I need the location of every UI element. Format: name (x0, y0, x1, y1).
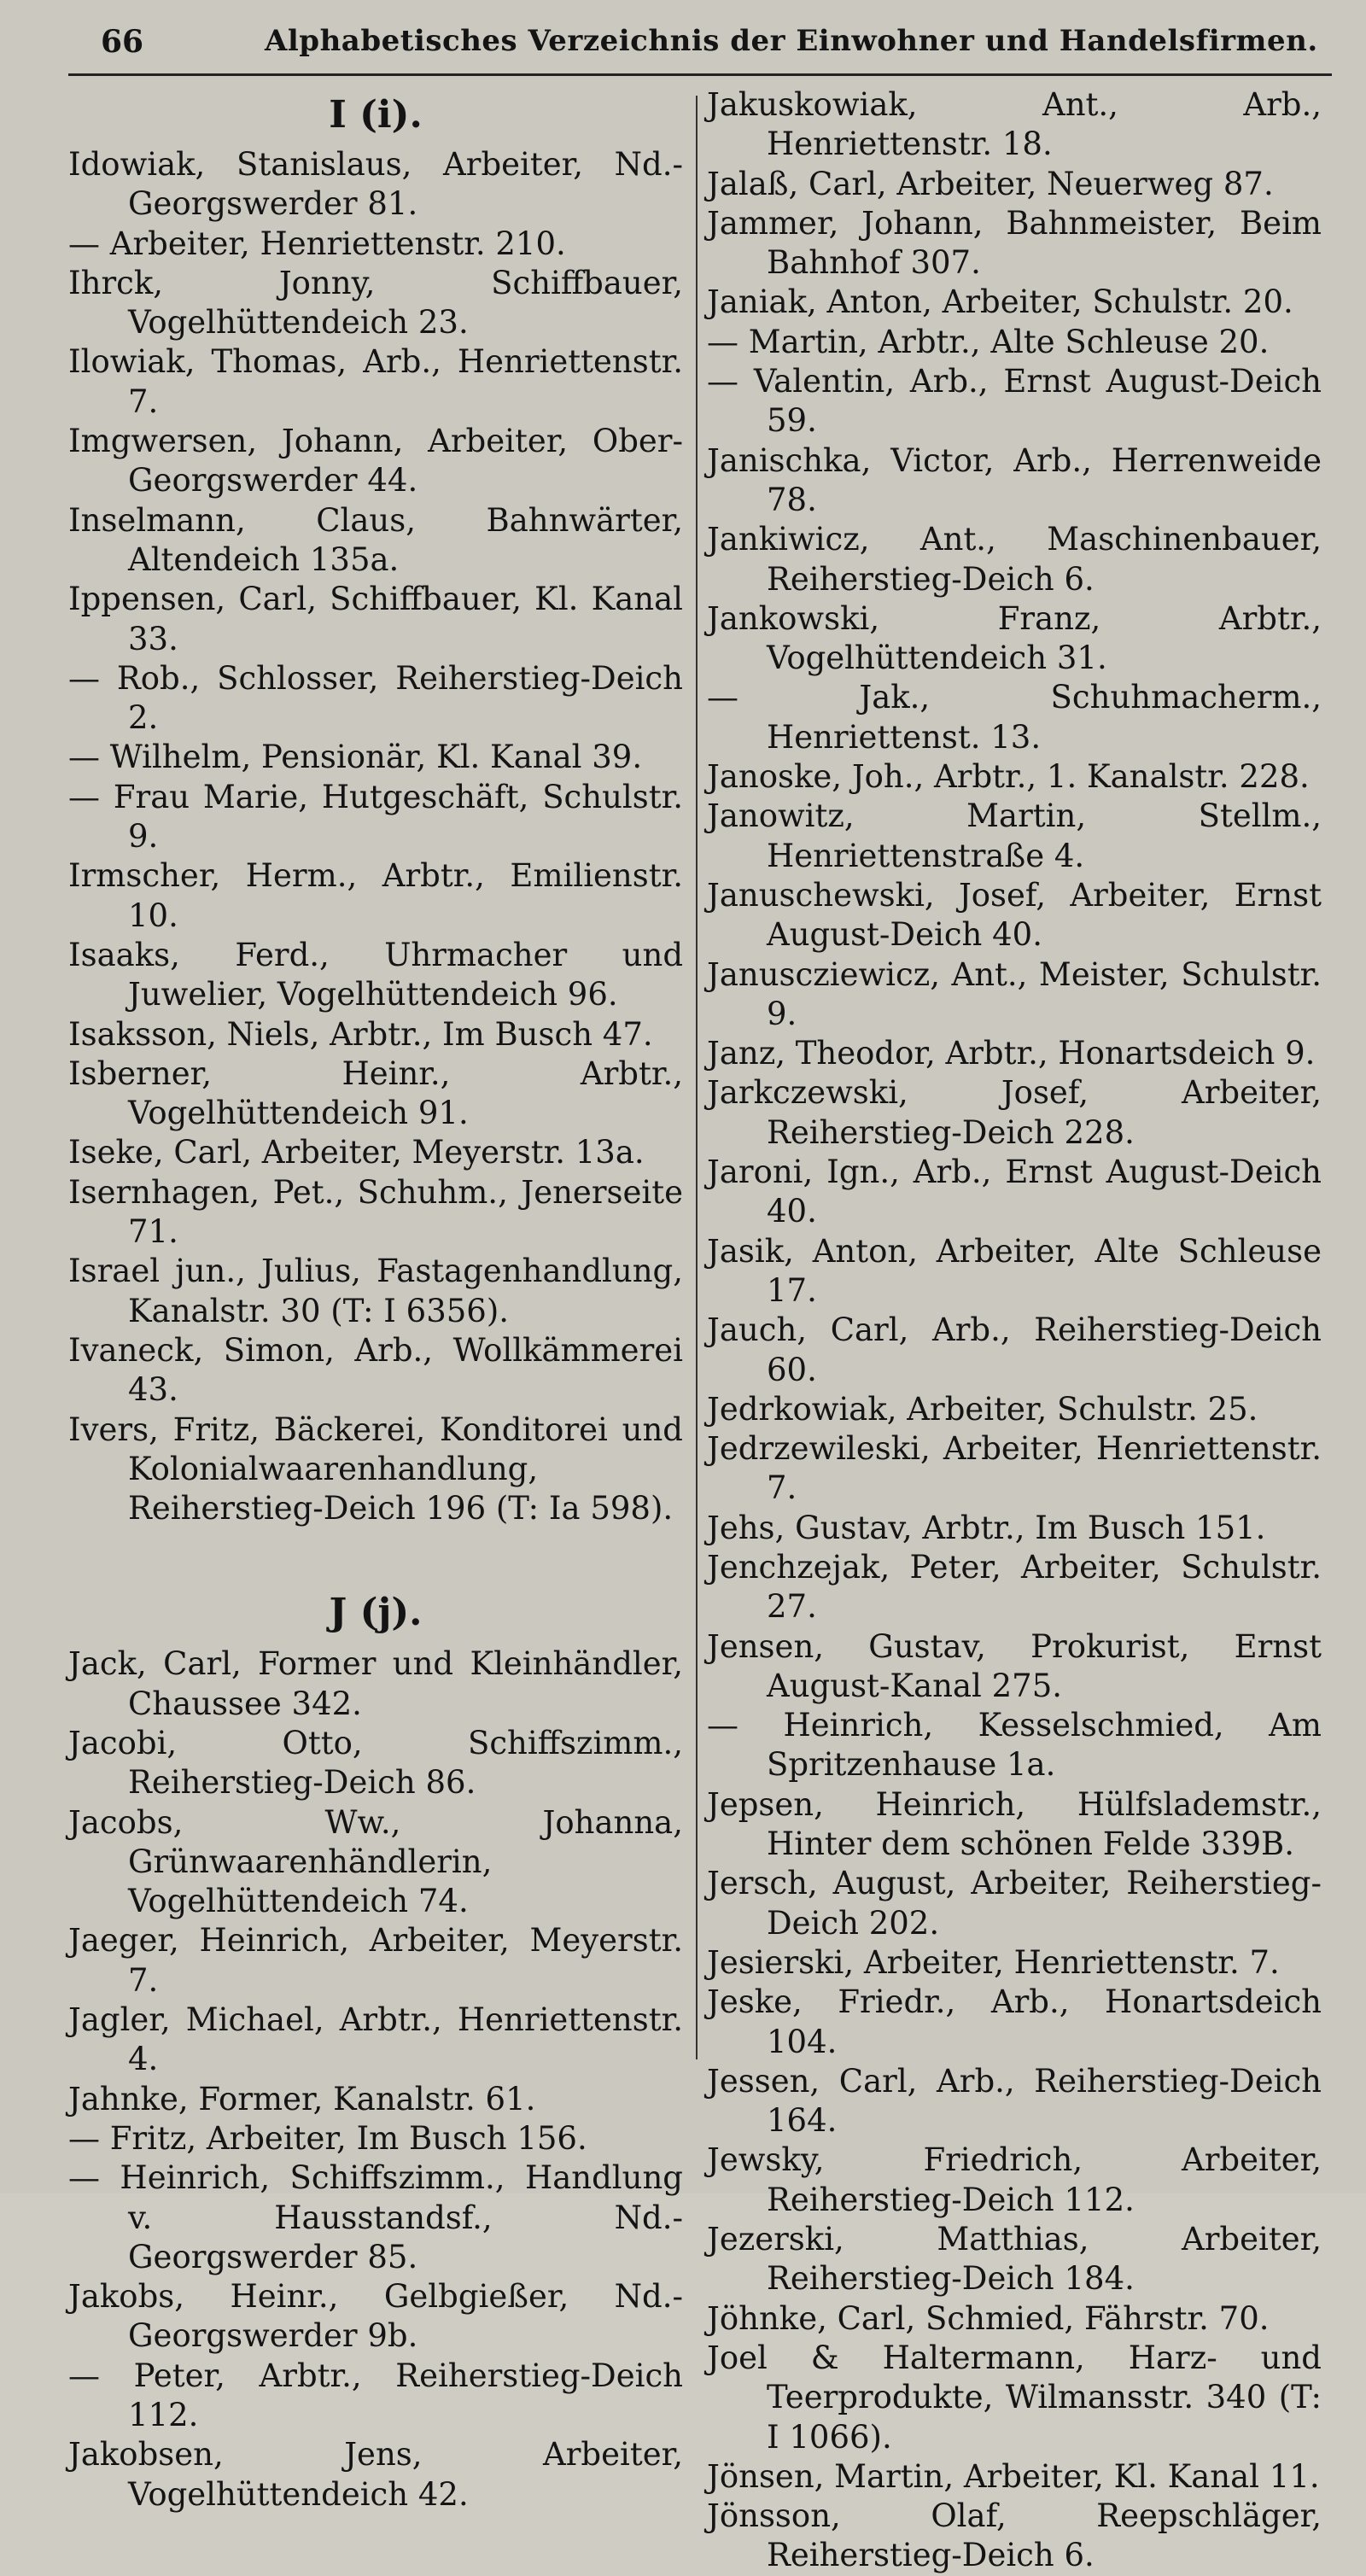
directory-entry: Jedrkowiak, Arbeiter, Schulstr. 25. (707, 1390, 1258, 1428)
directory-entry: Inselmann, Claus, Bahnwärter, Altendeich 135a. (68, 501, 683, 578)
directory-entry: — Valentin, Arb., Ernst August-Deich 59. (707, 363, 1322, 440)
directory-entry: — Frau Marie, Hutgeschäft, Schulstr. 9. (68, 778, 683, 856)
directory-entry: Joel & Haltermann, Harz- und Teerprodukte, Wilmansstr. 340 (T: I 1066). (707, 2339, 1322, 2456)
directory-entry: Jammer, Johann, Bahnmeister, Beim Bahnhof 307. (707, 204, 1322, 282)
directory-entry: — Wilhelm, Pensionär, Kl. Kanal 39. (68, 739, 643, 776)
directory-entry: Jöhnke, Carl, Schmied, Fährstr. 70. (707, 2299, 1270, 2337)
directory-entry: — Heinrich, Kesselschmied, Am Spritzenhause 1a. (707, 1707, 1322, 1784)
directory-entry: Israel jun., Julius, Fastagenhandlung, Kanalstr. 30 (T: I 6356). (68, 1253, 683, 1329)
section-i-entries (68, 145, 683, 1528)
directory-entry: — Jak., Schuhmacherm., Henriettenst. 13. (707, 679, 1322, 756)
directory-entry: Januschewski, Josef, Arbeiter, Ernst August-Deich 40. (707, 876, 1322, 954)
directory-entry: Isaksson, Niels, Arbtr., Im Busch 47. (68, 1015, 653, 1053)
right-column (707, 85, 1322, 2574)
section-j-entries (68, 1644, 683, 2515)
directory-entry: Idowiak, Stanislaus, Arbeiter, Nd.-Georgswerder 81. (68, 146, 683, 223)
directory-entry: Iseke, Carl, Arbeiter, Meyerstr. 13a. (68, 1134, 645, 1171)
directory-entry: Jeske, Friedr., Arb., Honartsdeich 104. (707, 1983, 1322, 2060)
directory-entry: Janischka, Victor, Arb., Herrenweide 78. (707, 441, 1322, 518)
right-column-entries (707, 85, 1322, 2576)
running-title: Alphabetisches Verzeichnis der Einwohner und Handelsfirmen. (265, 24, 1318, 58)
directory-entry: — Arbeiter, Henriettenstr. 210. (68, 225, 566, 262)
directory-entry: Irmscher, Herm., Arbtr., Emilienstr. 10. (68, 857, 683, 934)
directory-entry: — Fritz, Arbeiter, Im Busch 156. (68, 2119, 587, 2157)
directory-entry: Jenchzejak, Peter, Arbeiter, Schulstr. 27. (707, 1548, 1322, 1626)
section-heading-i: I (i). (329, 93, 423, 137)
directory-entry: Jacobs, Ww., Johanna, Grünwaarenhändlerin, Vogelhüttendeich 74. (68, 1803, 683, 1920)
directory-entry: Janoske, Joh., Arbtr., 1. Kanalstr. 228. (707, 758, 1310, 796)
page-header (94, 24, 1332, 68)
directory-entry: Jehs, Gustav, Arbtr., Im Busch 151. (707, 1509, 1266, 1546)
directory-entry: Jesierski, Arbeiter, Henriettenstr. 7. (707, 1943, 1280, 1981)
directory-entry: Imgwersen, Johann, Arbeiter, Ober-Georgswerder 44. (68, 423, 683, 499)
directory-entry: Jezerski, Matthias, Arbeiter, Reiherstieg-Deich 184. (707, 2221, 1322, 2298)
directory-entry: — Peter, Arbtr., Reiherstieg-Deich 112. (68, 2357, 683, 2434)
directory-entry: Janz, Theodor, Arbtr., Honartsdeich 9. (707, 1035, 1316, 1072)
directory-entry: Jakobs, Heinr., Gelbgießer, Nd.-Georgswerder 9b. (68, 2278, 683, 2355)
directory-entry: Januscziewicz, Ant., Meister, Schulstr. 9. (707, 955, 1322, 1032)
directory-entry: Jewsky, Friedrich, Arbeiter, Reiherstieg-Deich 112. (707, 2141, 1322, 2218)
directory-entry: Ilowiak, Thomas, Arb., Henriettenstr. 7. (68, 343, 683, 420)
directory-entry: — Martin, Arbtr., Alte Schleuse 20. (707, 323, 1270, 360)
directory-entry: — Rob., Schlosser, Reiherstieg-Deich 2. (68, 659, 683, 737)
directory-entry: Isberner, Heinr., Arbtr., Vogelhüttendeich 91. (68, 1054, 683, 1132)
section-heading-j: J (j). (329, 1591, 423, 1635)
directory-entry: — Heinrich, Schiffszimm., Handlung v. Hausstandsf., Nd.-Georgswerder 85. (68, 2159, 683, 2275)
directory-entry: Jakobsen, Jens, Arbeiter, Vogelhüttendeich 42. (68, 2436, 683, 2513)
directory-entry: Jaeger, Heinrich, Arbeiter, Meyerstr. 7. (68, 1922, 683, 1999)
left-column (68, 85, 683, 2513)
directory-entry: Isaaks, Ferd., Uhrmacher und Juwelier, Vogelhüttendeich 96. (68, 936, 683, 1013)
directory-entry: Jersch, August, Arbeiter, Reiherstieg-Deich 202. (707, 1865, 1322, 1942)
directory-entry: Jönsen, Martin, Arbeiter, Kl. Kanal 11. (707, 2457, 1320, 2495)
directory-entry: Janowitz, Martin, Stellm., Henriettenstraße 4. (707, 797, 1322, 874)
directory-entry: Jauch, Carl, Arb., Reiherstieg-Deich 60. (707, 1311, 1322, 1388)
directory-entry: Ivers, Fritz, Bäckerei, Konditorei und Kolonialwaarenhandlung, Reiherstieg-Deich 196 (T: Ia 598). (68, 1411, 683, 1527)
directory-entry: Ippensen, Carl, Schiffbauer, Kl. Kanal 33. (68, 581, 683, 657)
directory-entry: Jalaß, Carl, Arbeiter, Neuerweg 87. (707, 165, 1274, 202)
directory-entry: Jakuskowiak, Ant., Arb., Henriettenstr. 18. (707, 86, 1322, 163)
directory-entry: Isernhagen, Pet., Schuhm., Jenerseite 71. (68, 1173, 683, 1251)
directory-entry: Jepsen, Heinrich, Hülfslademstr., Hinter dem schönen Felde 339B. (707, 1785, 1322, 1863)
directory-entry: Ihrck, Jonny, Schiffbauer, Vogelhüttendeich 23. (68, 264, 683, 342)
directory-entry: Jagler, Michael, Arbtr., Henriettenstr. 4. (68, 2001, 683, 2078)
directory-entry: Jankowski, Franz, Arbtr., Vogelhüttendeich 31. (707, 599, 1322, 677)
directory-entry: Jarkczewski, Josef, Arbeiter, Reiherstieg-Deich 228. (707, 1074, 1322, 1151)
directory-entry: Jack, Carl, Former und Kleinhändler, Chaussee 342. (68, 1645, 683, 1722)
directory-entry: Jankiwicz, Ant., Maschinenbauer, Reiherstieg-Deich 6. (707, 521, 1322, 598)
directory-entry: Jaroni, Ign., Arb., Ernst August-Deich 40. (707, 1154, 1322, 1230)
directory-entry: Jessen, Carl, Arb., Reiherstieg-Deich 164. (707, 2062, 1322, 2140)
directory-entry: Jedrzewileski, Arbeiter, Henriettenstr. 7. (707, 1430, 1322, 1507)
directory-entry: Ivaneck, Simon, Arb., Wollkämmerei 43. (68, 1331, 683, 1409)
directory-entry: Jasik, Anton, Arbeiter, Alte Schleuse 17. (707, 1232, 1322, 1309)
directory-entry: Jacobi, Otto, Schiffszimm., Reiherstieg-Deich 86. (68, 1724, 683, 1802)
directory-entry: Jönsson, Olaf, Reepschläger, Reiherstieg-Deich 6. (707, 2497, 1322, 2574)
header-rule (68, 73, 1332, 76)
column-divider (696, 96, 698, 2059)
page-number: 66 (101, 24, 144, 60)
directory-entry: Janiak, Anton, Arbeiter, Schulstr. 20. (707, 283, 1293, 321)
directory-entry: Jensen, Gustav, Prokurist, Ernst August-Kanal 275. (707, 1627, 1322, 1704)
directory-entry: Jahnke, Former, Kanalstr. 61. (68, 2080, 536, 2117)
